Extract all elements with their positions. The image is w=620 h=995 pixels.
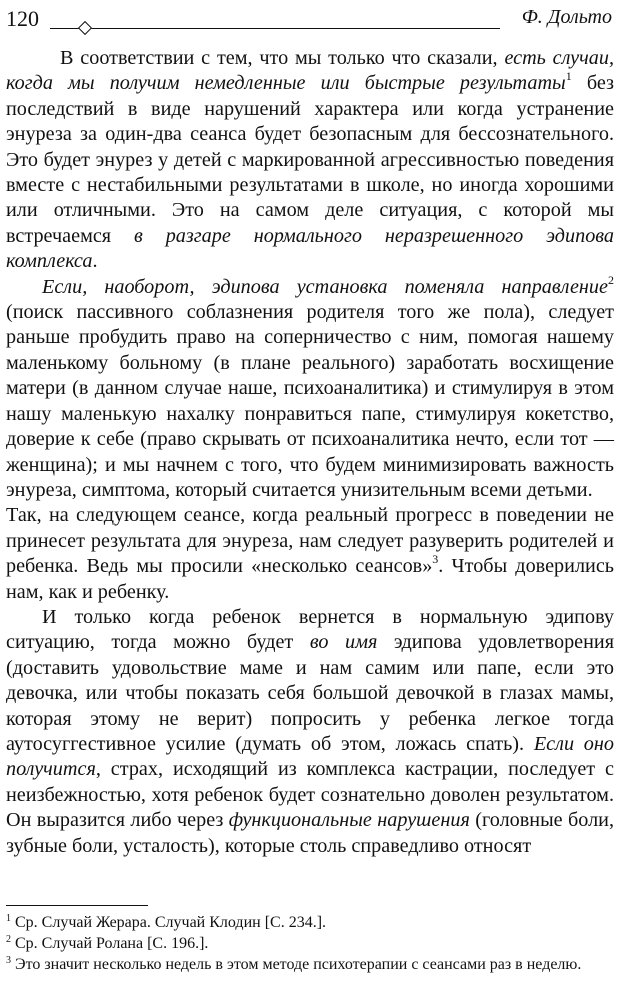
text-span: И только когда ребенок вернется в нормальную эдипову ситуацию, тогда можно будет <box>6 605 614 654</box>
footnote-separator <box>6 905 148 906</box>
text-span: (поиск пассивного соблазнения родителя того же пола), следует раньше пробудить право на соперничество с ним, помогая нашему маленькому больному (в плане реального) заработать восхищение матери (в данном случае наше, психоаналитика) и стимулируя в этом нашу маленькую нахалку понравиться папе, стимулируя кокетство, доверие к себе (право скрывать от психоаналитика нечто, если тот — женщина); и мы начнем с того, что будем минимизировать важность энуреза, симптома, который считается унизительным всеми детьми. <box>6 301 614 501</box>
paragraph-2 <box>6 272 614 504</box>
footnote-mark: 3 <box>6 955 11 966</box>
italic-span: во имя <box>309 631 378 654</box>
text-span: . Чтобы доверились нам, как и ребенку. <box>6 555 614 603</box>
footnote-ref-1: 1 <box>565 69 572 84</box>
page-number: 120 <box>6 6 39 31</box>
diamond-ornament-icon <box>78 21 92 35</box>
text-span: . <box>92 250 98 273</box>
italic-span: в разгаре нормального неразрешенного эдипова комплекса <box>6 224 615 273</box>
footnote-3 <box>6 954 614 975</box>
footnote-text: Ср. Случай Жерара. Случай Клодин [С. 234.]. <box>15 914 327 931</box>
italic-span: есть случаи, когда мы получим немедленные или быстрые результаты <box>6 47 614 95</box>
footnote-mark: 1 <box>6 913 11 924</box>
text-span: (головные боли, зубные боли, усталость), которые столь справедливо относят <box>6 809 615 857</box>
paragraph-1 <box>6 46 614 275</box>
footnote-ref-3: 3 <box>432 552 439 567</box>
main-text <box>6 46 614 859</box>
text-span: Так, на следующем сеансе, когда реальный прогресс в поведении не принесет результата для энуреза, нам следует разуверить родителей и ребенка. Ведь мы просили «несколько сеансов» <box>6 504 614 578</box>
page-header <box>6 4 614 34</box>
paragraph-3 <box>6 503 614 605</box>
text-span: В соответствии с тем, что мы только что сказали, <box>60 47 498 69</box>
footnote-text: Ср. Случай Ролана [С. 196.]. <box>15 935 209 952</box>
footnote-ref-2: 2 <box>608 272 614 287</box>
footnote-1 <box>6 912 614 933</box>
italic-span: Если оно получится <box>6 732 615 781</box>
footnotes <box>6 912 614 975</box>
footnote-2 <box>6 933 614 954</box>
paragraph-4 <box>6 605 614 859</box>
running-head-author: Ф. Дольто <box>521 6 612 28</box>
text-span: , страх, исходящий из комплекса кастрации, последует с неизбежностью, хотя ребенок будет сознательно доволен результатом. Он выразится либо через <box>6 758 614 832</box>
text-span: эдипова удовлетворения (доставить удовольствие маме и нам самим или папе, если это девочка, или чтобы показать себя большой девочкой в глазах мамы, которая этому не верит) попросить у ребенка легкое тогда аутосуггестивное усилие (думать об этом, ложась спать). <box>6 631 615 755</box>
text-span: без последствий в виде нарушений характера или когда устранение энуреза за один-два сеанса будет безопасным для бессознательного. Это будет энурез у детей с маркированной агрессивностью поведения вместе с нестабильными результатами в школе, но иногда хорошими или отличными. Это на самом деле ситуация, с которой мы встречаемся <box>6 72 614 247</box>
header-rule <box>50 28 500 29</box>
italic-span: Если, наоборот, эдипова установка поменяла направление <box>42 275 608 298</box>
footnote-mark: 2 <box>6 934 11 945</box>
italic-span: функциональные нарушения <box>228 809 470 832</box>
footnote-text: Это значит несколько недель в этом методе психотерапии с сеансами раз в неделю. <box>15 956 582 973</box>
